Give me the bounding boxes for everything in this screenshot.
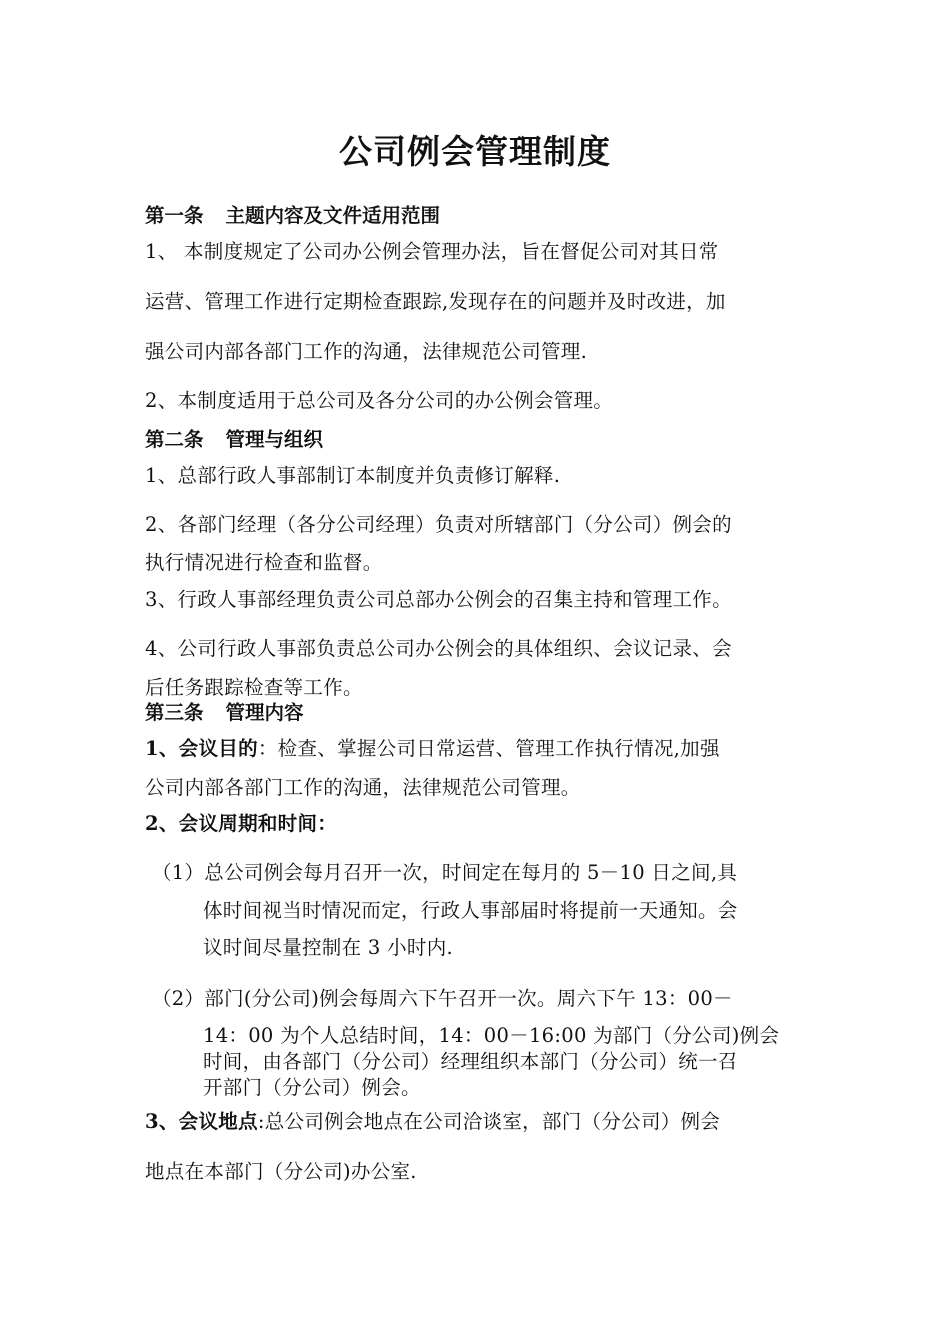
meeting-location-text: :总公司例会地点在公司洽谈室，部门（分公司）例会 — [257, 1110, 721, 1133]
document-title: 公司例会管理制度 — [339, 132, 611, 171]
paragraph-line: 公司内部各部门工作的沟通，法律规范公司管理。 — [145, 776, 581, 799]
paragraph-line: 运营、管理工作进行定期检查跟踪,发现存在的问题并及时改进，加 — [145, 290, 726, 313]
paragraph-line: 2、本制度适用于总公司及各分公司的办公例会管理。 — [145, 389, 614, 412]
article-2-heading — [145, 424, 323, 452]
paragraph-line — [145, 1106, 720, 1134]
article-2-number: 第二条 — [145, 428, 204, 451]
paragraph-line: 强公司内部各部门工作的沟通，法律规范公司管理. — [145, 340, 588, 363]
paragraph-line: 1、 本制度规定了公司办公例会管理办法，旨在督促公司对其日常 — [145, 240, 719, 263]
article-1-heading — [145, 200, 440, 228]
meeting-purpose-text: ：检查、掌握公司日常运营、管理工作执行情况,加强 — [257, 737, 720, 760]
paragraph-line: 4、公司行政人事部负责总公司办公例会的具体组织、会议记录、会 — [145, 637, 732, 660]
article-2-title: 管理与组织 — [225, 428, 324, 451]
paragraph-line: 地点在本部门（分公司)办公室. — [145, 1160, 417, 1183]
paragraph-line: （2）部门(分公司)例会每周六下午召开一次。周六下午 13：00－ — [152, 987, 733, 1010]
paragraph-line — [145, 733, 720, 761]
paragraph-line: 14：00 为个人总结时间，14：00－16:00 为部门（分公司)例会 — [203, 1024, 780, 1047]
paragraph-line: 议时间尽量控制在 3 小时内. — [203, 936, 454, 959]
meeting-purpose-label: 1、会议目的 — [145, 737, 258, 760]
meeting-location-label: 3、会议地点 — [145, 1110, 258, 1133]
paragraph-line: 3、行政人事部经理负责公司总部办公例会的召集主持和管理工作。 — [145, 588, 732, 611]
paragraph-line: 1、总部行政人事部制订本制度并负责修订解释. — [145, 464, 561, 487]
article-1-number: 第一条 — [145, 204, 204, 227]
paragraph-line: 开部门（分公司）例会。 — [203, 1076, 421, 1099]
paragraph-line: 时间，由各部门（分公司）经理组织本部门（分公司）统一召 — [203, 1050, 738, 1073]
paragraph-line: （1）总公司例会每月召开一次，时间定在每月的 5－10 日之间,具 — [152, 861, 738, 884]
article-3-number: 第三条 — [145, 701, 204, 724]
meeting-schedule-label: 2、会议周期和时间： — [145, 812, 338, 835]
article-3-heading — [145, 697, 304, 725]
paragraph-line: 2、各部门经理（各分公司经理）负责对所辖部门（分公司）例会的 — [145, 513, 732, 536]
paragraph-line: 后任务跟踪检查等工作。 — [145, 676, 363, 699]
paragraph-line: 体时间视当时情况而定，行政人事部届时将提前一天通知。会 — [203, 899, 738, 922]
article-3-title: 管理内容 — [225, 701, 304, 724]
paragraph-line: 执行情况进行检查和监督。 — [145, 551, 383, 574]
article-1-title: 主题内容及文件适用范围 — [225, 204, 441, 227]
